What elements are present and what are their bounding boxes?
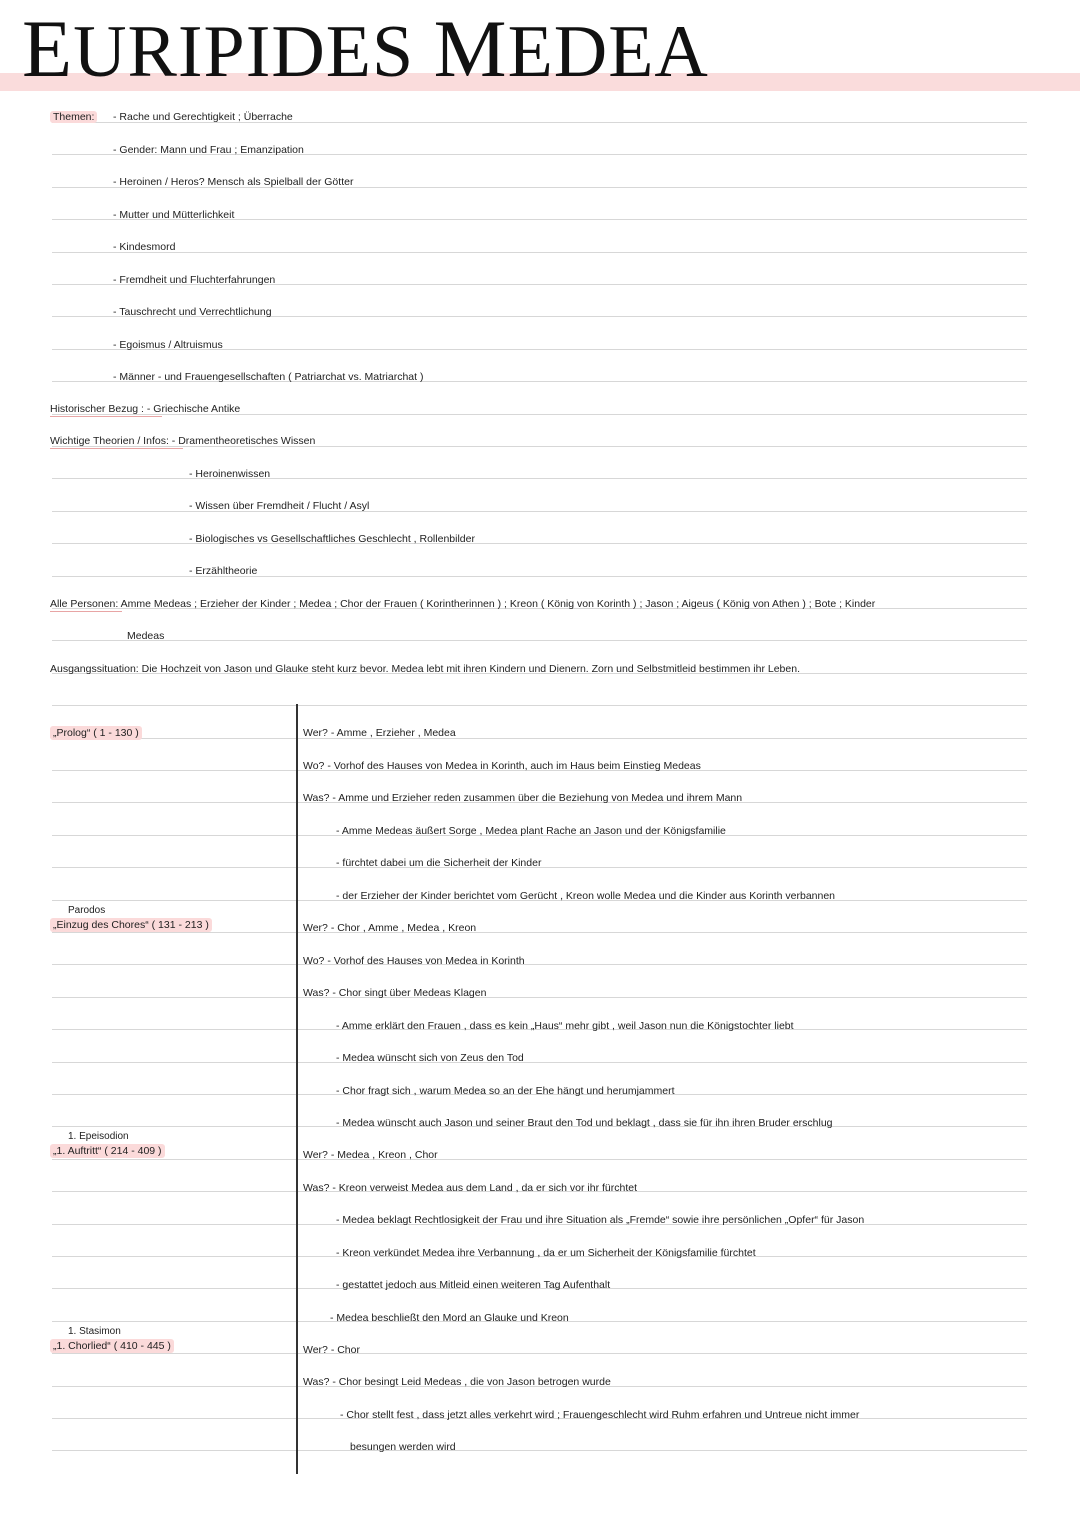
historical-text: - Griechische Antike (143, 403, 241, 415)
ruled-line (52, 252, 1027, 253)
theories-label: Wichtige Theorien / Infos: (50, 435, 169, 447)
section-label-epeisodion: 1. Epeisodion „1. Auftritt“ ( 214 - 409 ) (50, 1130, 165, 1158)
theory-item: - Wissen über Fremdheit / Flucht / Asyl (189, 500, 370, 512)
section-line: - Medea wünscht sich von Zeus den Tod (336, 1052, 524, 1064)
section-line: Wer? - Amme , Erzieher , Medea (303, 727, 456, 739)
theme-item: - Rache und Gerechtigkeit ; Überrache (113, 111, 293, 123)
section-line: - Amme Medeas äußert Sorge , Medea plant Rache an Jason und der Königsfamilie (336, 825, 726, 837)
ruled-line (52, 1062, 1027, 1063)
label-underline (50, 448, 183, 449)
section-line: Wo? - Vorhof des Hauses von Medea in Korinth, auch im Haus beim Einstieg Medeas (303, 760, 701, 772)
ruled-line (52, 1353, 1027, 1354)
ruled-line (52, 705, 1027, 706)
start-situation: Ausgangssituation: Die Hochzeit von Jason und Glauke steht kurz bevor. Medea lebt mit ihren Kindern und Dienern. Zorn und Selbstmitleid bestimmen ihr Leben. (50, 663, 800, 675)
section-line: - fürchtet dabei um die Sicherheit der Kinder (336, 857, 542, 869)
ruled-line (52, 932, 1027, 933)
section-line: Wo? - Vorhof des Hauses von Medea in Korinth (303, 955, 525, 967)
themes-label: Themen: (50, 110, 97, 124)
section-line: Wer? - Medea , Kreon , Chor (303, 1149, 438, 1161)
section-line: Was? - Chor singt über Medeas Klagen (303, 987, 487, 999)
theory-item: - Erzähltheorie (189, 565, 258, 577)
persons-cont: Medeas (127, 630, 165, 642)
ruled-line (52, 738, 1027, 739)
theories-line (50, 434, 315, 448)
theme-item: - Fremdheit und Fluchterfahrungen (113, 274, 276, 286)
label-underline (50, 611, 122, 612)
section-line: - Medea beklagt Rechtlosigkeit der Frau und ihre Situation als „Fremde“ sowie ihre persönlichen „Opfer“ für Jason (336, 1214, 865, 1226)
section-line: - der Erzieher der Kinder berichtet vom Gerücht , Kreon wolle Medea und die Kinder aus Korinth verbannen (336, 890, 836, 902)
ruled-line (52, 640, 1027, 641)
persons-label: Alle Personen: (50, 598, 119, 610)
section-line: Was? - Chor besingt Leid Medeas , die von Jason betrogen wurde (303, 1376, 611, 1388)
ruled-line (52, 964, 1027, 965)
theory-item: - Heroinenwissen (189, 468, 271, 480)
persons-text: Amme Medeas ; Erzieher der Kinder ; Medea ; Chor der Frauen ( Korintherinnen ) ; Kreon ( König von Korinth ) ; Jason ; Aigeus ( König von Athen ) ; Bote ; Kinder (118, 598, 876, 610)
section-label-prolog: „Prolog“ ( 1 - 130 ) (50, 726, 142, 740)
theme-item: - Gender: Mann und Frau ; Emanzipation (113, 144, 304, 156)
ruled-line (52, 997, 1027, 998)
section-line: Was? - Amme und Erzieher reden zusammen über die Beziehung von Medea und ihrem Mann (303, 792, 743, 804)
section-line: - Medea beschließt den Mord an Glauke und Kreon (330, 1312, 569, 1324)
section-line: Wer? - Chor (303, 1344, 360, 1356)
theme-item: - Tauschrecht und Verrechtlichung (113, 306, 272, 318)
section-line: besungen werden wird (350, 1441, 456, 1453)
section-line: - Chor stellt fest , dass jetzt alles verkehrt wird ; Frauengeschlecht wird Ruhm erfahren und Untreue nicht immer (340, 1409, 860, 1421)
section-line: - Medea wünscht auch Jason und seiner Braut den Tod und beklagt , dass sie für ihn ihren Bruder erschlug (336, 1117, 833, 1129)
theory-item: - Biologisches vs Gesellschaftliches Geschlecht , Rollenbilder (189, 533, 475, 545)
section-line: Wer? - Chor , Amme , Medea , Kreon (303, 922, 477, 934)
ruled-line (52, 1450, 1027, 1451)
theme-item: - Männer - und Frauengesellschaften ( Patriarchat vs. Matriarchat ) (113, 371, 424, 383)
section-line: - Amme erklärt den Frauen , dass es kein „Haus“ mehr gibt , weil Jason nun die Königstochter liebt (336, 1020, 794, 1032)
ruled-line (52, 1159, 1027, 1160)
theme-item: - Heroinen / Heros? Mensch als Spielball der Götter (113, 176, 354, 188)
section-line: - Kreon verkündet Medea ihre Verbannung , da er um Sicherheit der Königsfamilie fürchtet (336, 1247, 756, 1259)
theme-item: - Egoismus / Altruismus (113, 339, 223, 351)
historical-line (50, 402, 240, 416)
section-line: - gestattet jedoch aus Mitleid einen weiteren Tag Aufenthalt (336, 1279, 611, 1291)
column-divider (296, 704, 298, 1474)
persons-line (50, 597, 875, 611)
theory-item: - Dramentheoretisches Wissen (168, 435, 316, 447)
theme-item: - Kindesmord (113, 241, 176, 253)
page-title: EURIPIDES MEDEA (22, 3, 709, 94)
section-line: Was? - Kreon verweist Medea aus dem Land , da er sich vor ihr fürchtet (303, 1182, 638, 1194)
label-underline (50, 416, 162, 417)
theme-item: - Mutter und Mütterlichkeit (113, 209, 235, 221)
section-label-parodos: Parodos „Einzug des Chores“ ( 131 - 213 ) (50, 904, 212, 932)
section-line: - Chor fragt sich , warum Medea so an der Ehe hängt und herumjammert (336, 1085, 675, 1097)
section-label-stasimon: 1. Stasimon „1. Chorlied“ ( 410 - 445 ) (50, 1325, 174, 1353)
historical-label: Historischer Bezug : (50, 403, 144, 415)
